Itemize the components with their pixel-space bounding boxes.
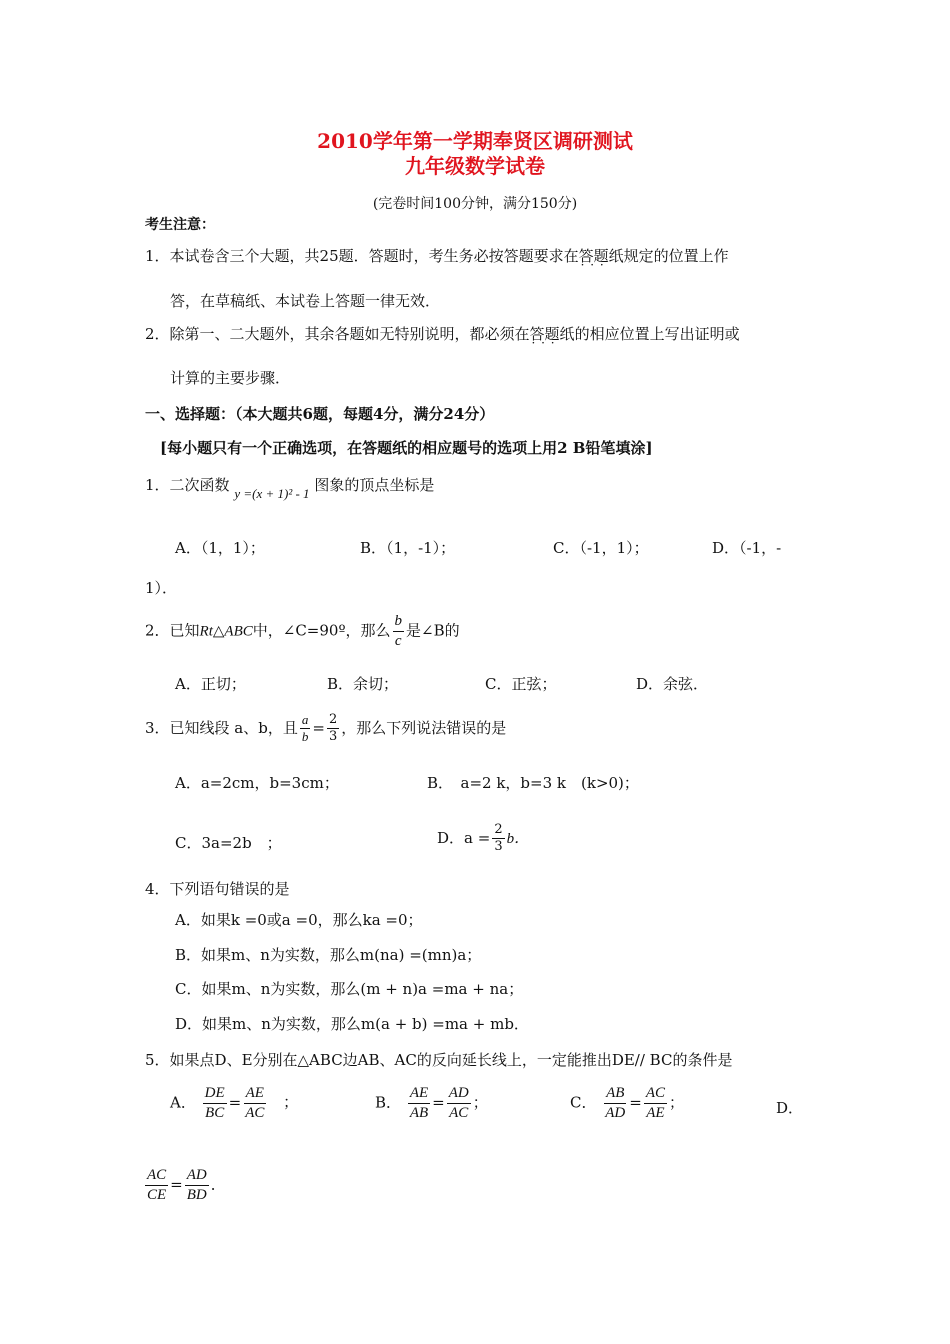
- q4-option-a: A．如果k =0或a =0，那么ka =0；: [175, 911, 423, 929]
- q3-eq: =: [312, 718, 325, 737]
- q5-c-frac-2: [644, 1084, 667, 1123]
- q1-option-b: B．（1，-1）；: [360, 539, 456, 557]
- q5-d-d2: BD: [186, 1186, 207, 1203]
- question-3-stem: [145, 712, 506, 746]
- q3-d-a: D．a =: [437, 828, 491, 847]
- q3-option-c: C．3a=2b ；: [175, 834, 282, 852]
- q5-d-end: ．: [210, 1175, 226, 1194]
- q3-n1: a: [300, 712, 311, 729]
- q3-frac-2: [327, 712, 339, 746]
- notice-2-text-a: 2．除第一、二大题外，其余各题如无特别说明，都必须在: [145, 325, 530, 343]
- q2-triangle: Rt△ABC: [199, 623, 253, 640]
- q5-d-n1: AC: [145, 1166, 168, 1186]
- question-4-stem: 4．下列语句错误的是: [145, 880, 290, 898]
- q3-d-b: b．: [506, 830, 530, 847]
- q1-option-c: C．（-1，1）；: [553, 539, 649, 557]
- q4-option-b: B．如果m、n为实数，那么m(na) =(mn)a；: [175, 946, 482, 964]
- q5-d-d1: CE: [147, 1186, 167, 1203]
- question-1-stem: [145, 474, 435, 501]
- q5-b-n1: AE: [408, 1084, 430, 1104]
- section-1-instruction: [每小题只有一个正确选项，在答题纸的相应题号的选项上用2 B铅笔填涂]: [160, 439, 653, 457]
- q5-b-d1: AB: [409, 1104, 429, 1121]
- q1-option-a: A．（1，1）；: [175, 539, 265, 557]
- q5-a-d2: AC: [245, 1104, 265, 1121]
- section-1-heading: 一、选择题：（本大题共6题，每题4分，满分24分）: [145, 405, 495, 423]
- q5-c-n2: AC: [644, 1084, 667, 1104]
- q1-option-d: D．（-1，-: [712, 539, 782, 557]
- q3-frac-1: [300, 712, 311, 746]
- q2-option-d: D．余弦．: [636, 675, 709, 693]
- notice-1-dotted: 答题纸 · · ·: [579, 245, 624, 266]
- q5-option-d: $\frac{AC}{CE}$ = $\frac{AD}{BD}$ ．: [147, 1167, 226, 1203]
- q5-a-end: ；: [283, 1093, 299, 1112]
- q5-c-label: C．: [570, 1093, 597, 1112]
- q3-d-n: 2: [492, 822, 504, 839]
- q1-stem-b: 图象的顶点坐标是: [314, 476, 435, 494]
- q5-a-frac-2: [243, 1084, 266, 1123]
- question-5-stem: 5．如果点D、E分别在△ABC边AB、AC的反向延长线上，一定能推出DE// BC的条件是: [145, 1051, 733, 1069]
- question-2-stem: [145, 612, 460, 651]
- q1-formula: y =(x + 1)² - 1: [234, 486, 310, 501]
- notice-1-line-1: [145, 245, 729, 266]
- q5-a-n1: DE: [203, 1084, 227, 1104]
- q5-b-end: ；: [472, 1093, 488, 1112]
- notice-2-line-2: 计算的主要步骤．: [170, 369, 291, 387]
- q5-c-d2: AE: [646, 1104, 665, 1121]
- q2-option-a: A．正切；: [175, 675, 246, 693]
- q3-option-a: A．a=2cm，b=3cm；: [175, 774, 339, 792]
- q3-option-d: [437, 822, 529, 856]
- q2-stem-b: 是∠B的: [406, 621, 460, 640]
- notice-2-dotted: 答题纸 · · ·: [530, 323, 575, 344]
- q5-b-frac-1: [408, 1084, 430, 1123]
- q5-b-label: B．: [375, 1093, 402, 1112]
- exam-time-note: (完卷时间100分钟，满分150分): [372, 196, 578, 212]
- q3-stem-a: 3．已知线段 a、b，且: [145, 718, 298, 737]
- q5-a-frac-1: [203, 1084, 227, 1123]
- q3-d1: b: [301, 729, 309, 745]
- q2-stem-a: 2．已知: [145, 621, 200, 640]
- q5-b-frac-2: [447, 1084, 471, 1123]
- q4-option-d: D．如果m、n为实数，那么m(a + b) =ma + mb．: [175, 1015, 529, 1033]
- notice-1-text-b: 规定的位置上作: [623, 247, 729, 265]
- exam-subtitle-grade: 九年级数学试卷: [405, 154, 545, 178]
- q5-c-d1: AD: [605, 1104, 626, 1121]
- notice-1-text-a: 1．本试卷含三个大题，共25题．答题时，考生务必按答题要求在: [145, 247, 579, 265]
- notice-1-line-2: 答，在草稿纸、本试卷上答题一律无效．: [170, 292, 441, 310]
- notice-2-text-b: 的相应位置上写出证明或: [574, 325, 740, 343]
- q5-b-n2: AD: [447, 1084, 471, 1104]
- q5-b-d2: AC: [449, 1104, 469, 1121]
- q3-d-d: 3: [494, 839, 503, 855]
- q2-num: b: [393, 612, 405, 632]
- q5-option-d-label: D．: [776, 1099, 804, 1117]
- q5-option-b: B． $\frac{AE}{AB}$ = $\frac{AD}{AC}$ ；: [375, 1085, 488, 1121]
- q5-d-frac-1: [145, 1166, 168, 1205]
- q3-stem-b: ，那么下列说法错误的是: [341, 718, 507, 737]
- q3-n2: 2: [327, 712, 339, 729]
- notice-heading: 考生注意：: [145, 217, 215, 233]
- q5-c-end: ；: [669, 1093, 685, 1112]
- q2-fraction: [393, 612, 405, 651]
- q5-option-a: A． $\frac{DE}{BC}$ = $\frac{AE}{AC}$ ；: [170, 1085, 299, 1121]
- q1-stem-a: 1．二次函数: [145, 476, 230, 494]
- q3-d-frac: [492, 822, 504, 856]
- q5-a-label: A．: [170, 1093, 196, 1112]
- q5-c-n1: AB: [604, 1084, 626, 1104]
- q3-d2: 3: [328, 729, 338, 745]
- q5-option-c: C． $\frac{AB}{AD}$ = $\frac{AC}{AE}$ ；: [570, 1085, 685, 1121]
- q5-a-n2: AE: [244, 1084, 266, 1104]
- q5-c-frac-1: [603, 1084, 627, 1123]
- q2-den: c: [394, 632, 402, 649]
- q2-stem-mid: 中，∠C=90º，那么: [252, 621, 391, 640]
- q2-option-c: C．正弦；: [485, 675, 557, 693]
- exam-title: 2010学年第一学期奉贤区调研测试: [317, 129, 633, 153]
- q1-option-d-cont: 1）．: [145, 579, 178, 597]
- q5-a-d1: BC: [205, 1104, 225, 1121]
- q5-d-frac-2: [185, 1166, 209, 1205]
- q3-option-b: B． a=2 k，b=3 k (k>0)；: [427, 774, 639, 792]
- q4-option-c: C．如果m、n为实数，那么(m + n)a =ma + na；: [175, 980, 524, 998]
- q2-option-b: B．余切；: [327, 675, 399, 693]
- q5-d-n2: AD: [185, 1166, 209, 1186]
- notice-2-line-1: [145, 323, 740, 344]
